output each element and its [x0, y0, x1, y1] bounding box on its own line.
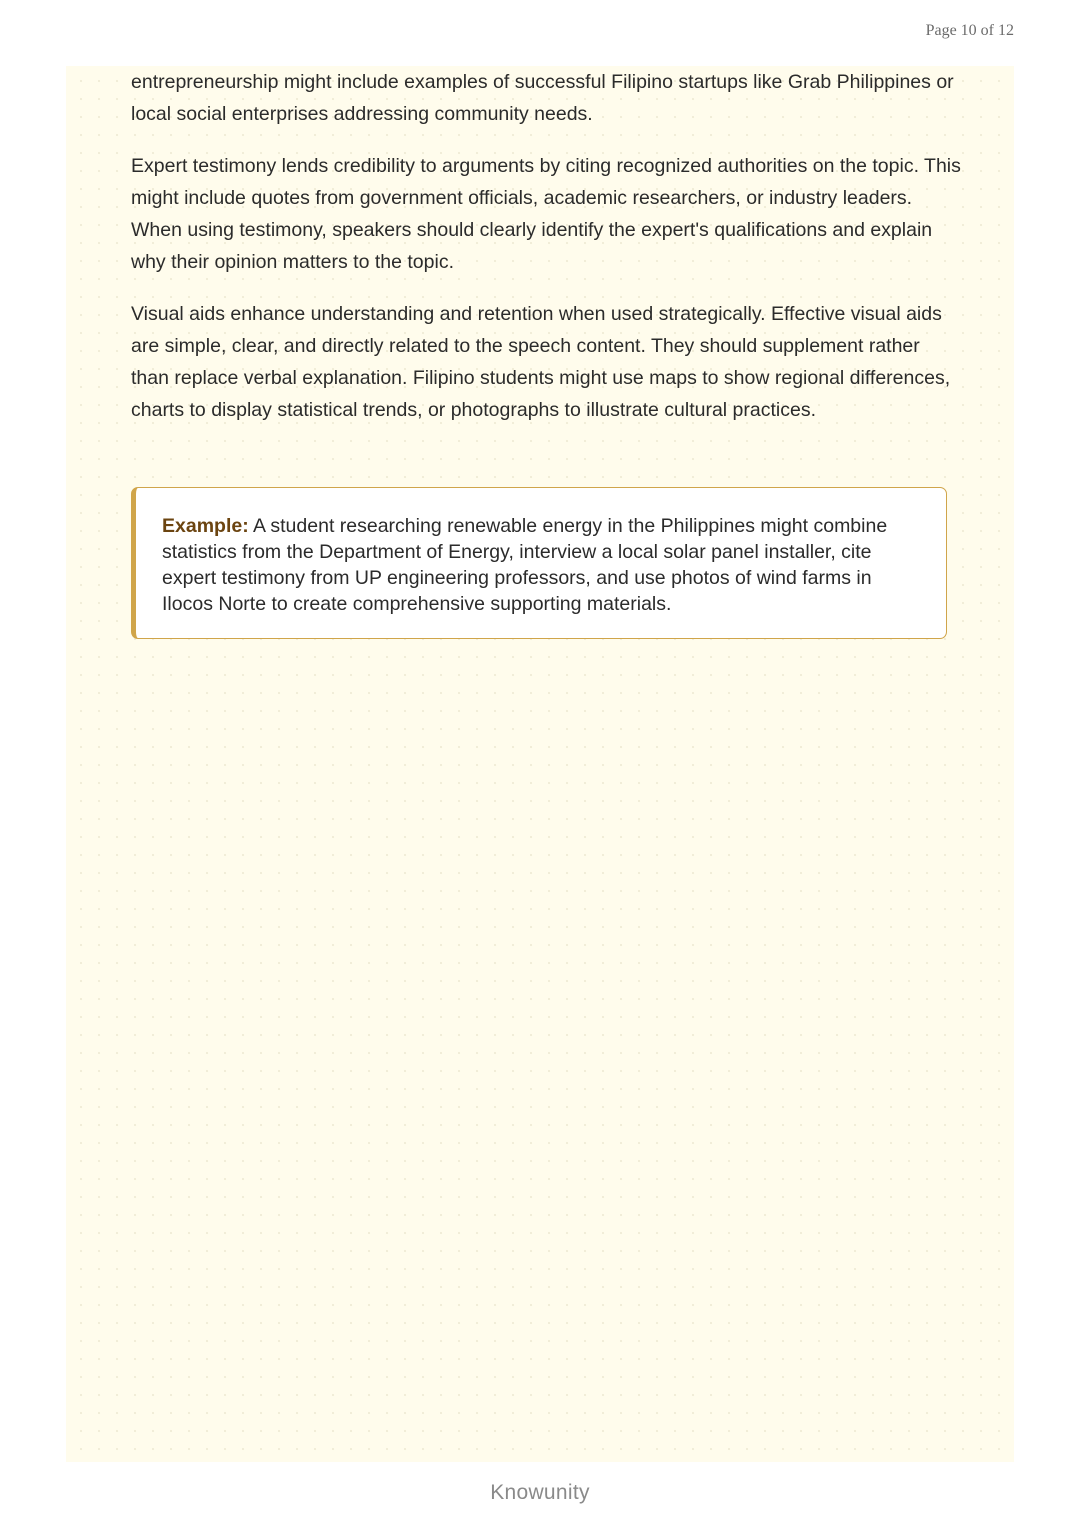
footer-brand: Knowunity [490, 1481, 590, 1504]
example-body: A student researching renewable energy in the Philippines might combine statistics from the Department of Energy, interview a local solar panel installer, cite expert testimony from UP engineering professors, and use photos of wind farms in Ilocos Norte to create comprehensive supporting materials. [162, 515, 888, 615]
body-text [131, 66, 961, 426]
paragraph-expert-testimony: Expert testimony lends credibility to arguments by citing recognized authorities on the topic. This might include quotes from government officials, academic researchers, or industry leaders. When using testimony, speakers should clearly identify the expert's qualifications and explain why their opinion matters to the topic. [131, 155, 961, 273]
paragraph-visual-aids: Visual aids enhance understanding and retention when used strategically. Effective visual aids are simple, clear, and directly related to the speech content. They should supplement rather than replace verbal explanation. Filipino students might use maps to show regional differences, charts to display statistical trends, or photographs to illustrate cultural practices. [131, 303, 951, 421]
example-label: Example: [162, 515, 249, 537]
example-callout [131, 487, 947, 639]
page-number: Page 10 of 12 [925, 22, 1014, 39]
example-text [162, 513, 922, 617]
paragraph-entrepreneurship: entrepreneurship might include examples of successful Filipino startups like Grab Philippines or local social enterprises addressing community needs. [131, 71, 954, 125]
document-page [66, 66, 1014, 1462]
